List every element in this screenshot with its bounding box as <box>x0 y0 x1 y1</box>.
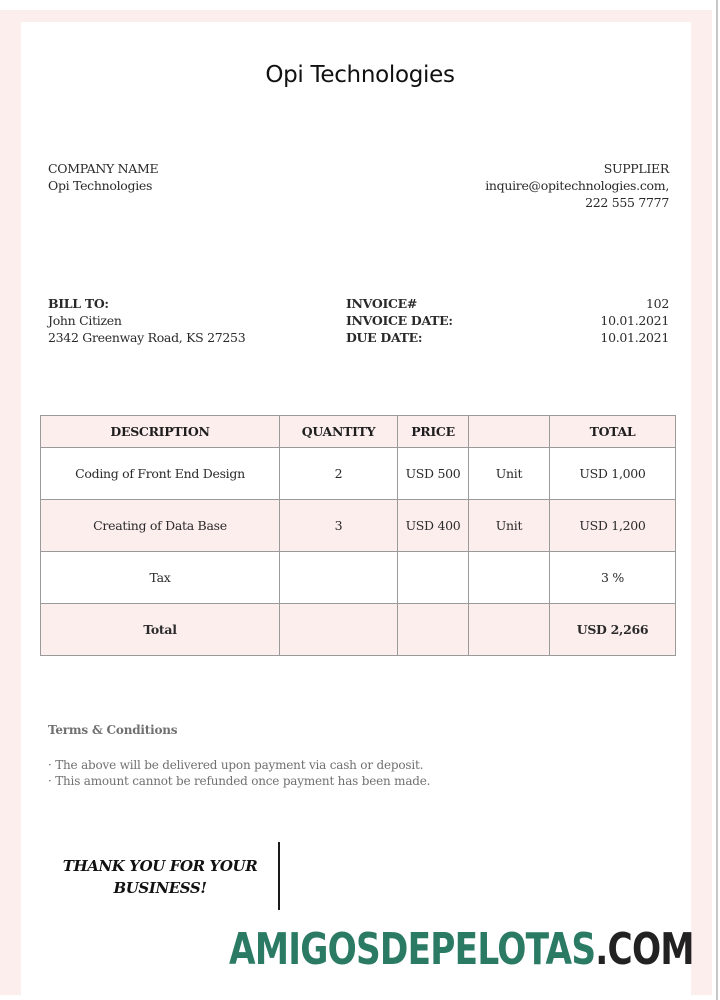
header-price: PRICE <box>398 416 469 448</box>
cell-price <box>398 604 469 656</box>
tax-row <box>41 552 676 604</box>
invoice-date-label: INVOICE DATE: <box>346 313 453 328</box>
company-label: COMPANY NAME <box>48 161 159 176</box>
header-total: TOTAL <box>550 416 676 448</box>
cell-quantity: 3 <box>280 500 398 552</box>
cell-total: USD 1,200 <box>550 500 676 552</box>
header-quantity: QUANTITY <box>280 416 398 448</box>
company-block <box>48 160 158 194</box>
bill-to-block <box>48 295 245 346</box>
cell-unit: Unit <box>469 500 550 552</box>
grand-total-row <box>41 604 676 656</box>
cell-unit <box>469 552 550 604</box>
cell-grand-total: USD 2,266 <box>550 604 676 656</box>
document-title: Opi Technologies <box>265 62 455 88</box>
cell-price: USD 400 <box>398 500 469 552</box>
due-date: 10.01.2021 <box>600 330 669 345</box>
supplier-email: inquire@opitechnologies.com, <box>485 178 669 193</box>
bill-to-address: 2342 Greenway Road, KS 27253 <box>48 330 246 345</box>
signature-divider <box>278 842 280 910</box>
terms-title: Terms & Conditions <box>48 723 178 737</box>
watermark-tld-text: .COM <box>595 924 694 975</box>
bill-to-name: John Citizen <box>48 313 122 328</box>
cell-description: Creating of Data Base <box>41 500 280 552</box>
cell-quantity: 2 <box>280 448 398 500</box>
invoice-date: 10.01.2021 <box>600 313 669 328</box>
cell-tax-rate: 3 % <box>550 552 676 604</box>
cell-price: USD 500 <box>398 448 469 500</box>
cell-quantity <box>280 604 398 656</box>
table-row <box>41 448 676 500</box>
company-name: Opi Technologies <box>48 178 153 193</box>
thank-you-line-1: THANK YOU FOR YOUR <box>62 857 258 875</box>
thank-you-line-2: BUSINESS! <box>113 879 207 897</box>
table-header-row <box>41 416 676 448</box>
supplier-label: SUPPLIER <box>603 161 669 176</box>
line-items-table <box>40 415 676 656</box>
cell-unit <box>469 604 550 656</box>
cell-unit: Unit <box>469 448 550 500</box>
bill-to-label: BILL TO: <box>48 296 109 311</box>
cell-description: Total <box>41 604 280 656</box>
supplier-phone: 222 555 7777 <box>585 195 669 210</box>
cell-quantity <box>280 552 398 604</box>
cell-price <box>398 552 469 604</box>
supplier-block <box>485 160 669 211</box>
window-edge-divider <box>716 0 718 1000</box>
header-unit <box>469 416 550 448</box>
invoice-meta-values <box>600 295 669 346</box>
cell-description: Coding of Front End Design <box>41 448 280 500</box>
table-row <box>41 500 676 552</box>
terms-list <box>48 757 430 789</box>
invoice-number-label: INVOICE# <box>346 296 418 311</box>
watermark-logo <box>229 922 694 978</box>
terms-item: · The above will be delivered upon payment via cash or deposit. <box>48 758 424 772</box>
header-description: DESCRIPTION <box>41 416 280 448</box>
cell-total: USD 1,000 <box>550 448 676 500</box>
invoice-number: 102 <box>646 296 669 311</box>
invoice-meta-labels <box>346 295 453 346</box>
watermark-main-text: AMIGOSDEPELOTAS <box>229 924 596 975</box>
thank-you-message <box>50 855 270 899</box>
due-date-label: DUE DATE: <box>346 330 423 345</box>
terms-item: · This amount cannot be refunded once payment has been made. <box>48 774 431 788</box>
cell-description: Tax <box>41 552 280 604</box>
